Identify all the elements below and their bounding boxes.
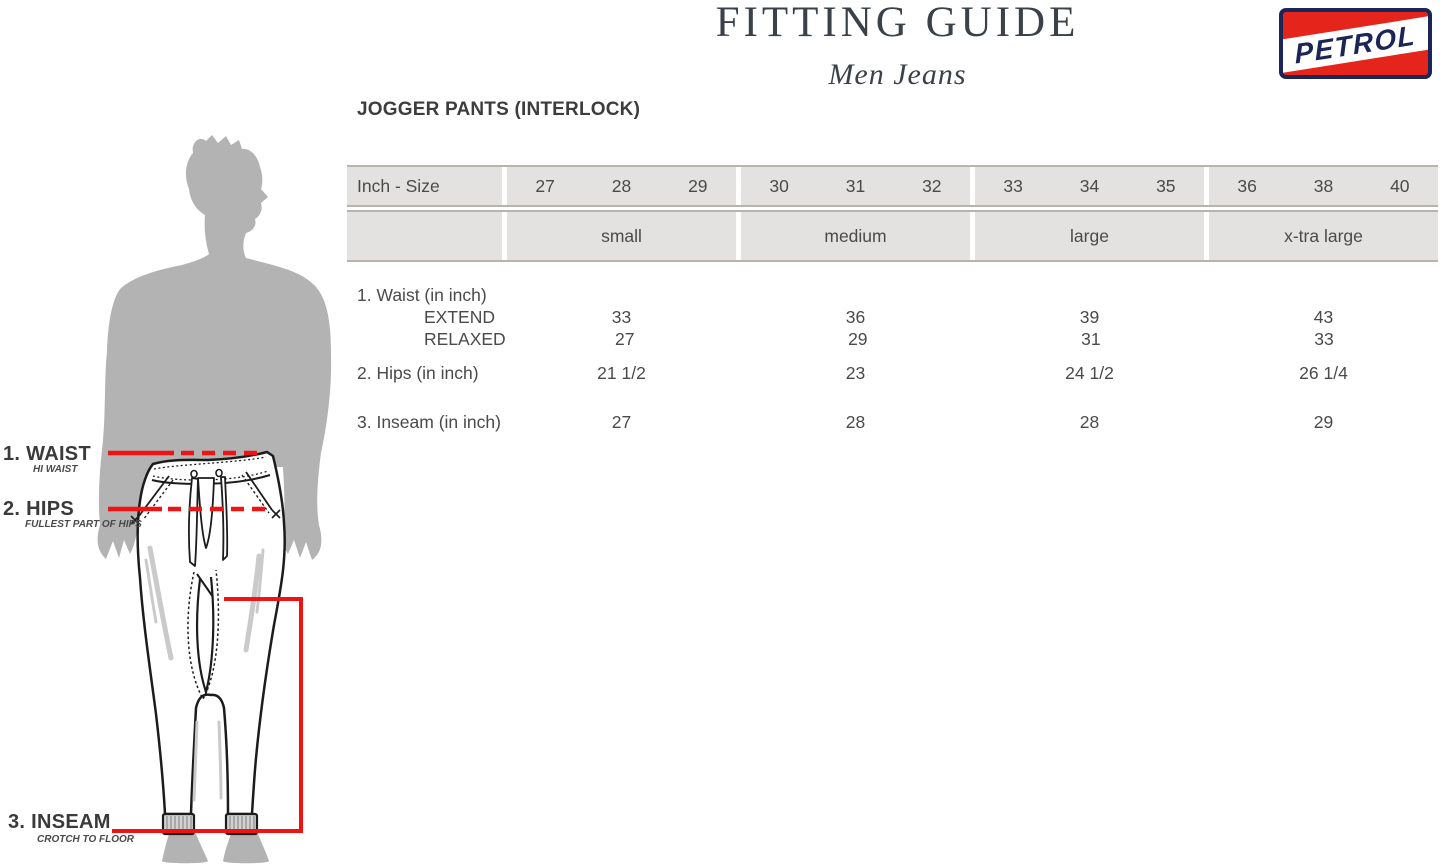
left-foot bbox=[162, 834, 208, 863]
page-title: FITTING GUIDE bbox=[715, 0, 1080, 46]
hips-medium: 23 bbox=[845, 363, 866, 383]
size-value: 36 bbox=[1237, 175, 1257, 196]
hips-xtra-large: 26 1/4 bbox=[1299, 363, 1348, 383]
size-value: 38 bbox=[1313, 175, 1334, 196]
fit-label-large: large bbox=[975, 212, 1204, 260]
size-value: 32 bbox=[922, 175, 942, 196]
size-header-row bbox=[347, 165, 1438, 207]
fit-label-medium: medium bbox=[741, 212, 970, 260]
size-value: 40 bbox=[1390, 175, 1410, 196]
inseam-large: 28 bbox=[1079, 412, 1100, 432]
inseam-annotation-sub: CROTCH TO FLOOR bbox=[37, 834, 135, 845]
right-foot bbox=[223, 834, 269, 863]
size-group-small bbox=[507, 167, 736, 205]
size-value: 31 bbox=[845, 175, 866, 196]
page-subtitle: Men Jeans bbox=[828, 58, 967, 91]
waist-relaxed-medium: 29 bbox=[848, 329, 868, 349]
size-value: 28 bbox=[611, 175, 632, 196]
waist-relaxed-large: 31 bbox=[1081, 329, 1101, 349]
waist-extend-medium: 36 bbox=[845, 307, 866, 327]
petrol-logo bbox=[1279, 8, 1432, 79]
size-value: 34 bbox=[1079, 175, 1100, 196]
size-group-large bbox=[975, 167, 1204, 205]
size-group-medium bbox=[741, 167, 970, 205]
waist-row-label bbox=[347, 285, 1438, 306]
fit-label-small: small bbox=[507, 212, 736, 260]
size-value: 27 bbox=[535, 175, 555, 196]
waist-annotation-sub: HI WAIST bbox=[33, 464, 78, 475]
waist-extend-label: EXTEND bbox=[424, 307, 495, 327]
size-value: 35 bbox=[1156, 175, 1176, 196]
waist-extend-xtra-large: 43 bbox=[1313, 307, 1334, 327]
petrol-logo-text: PETROL bbox=[1294, 18, 1417, 69]
hips-row-title: 2. Hips (in inch) bbox=[357, 363, 479, 383]
inseam-row-title: 3. Inseam (in inch) bbox=[357, 412, 501, 432]
hips-row bbox=[347, 362, 1438, 384]
size-value: 30 bbox=[769, 175, 789, 196]
waist-extend-small: 33 bbox=[611, 307, 632, 327]
fit-header-empty-cell bbox=[347, 212, 502, 260]
waist-relaxed-small: 27 bbox=[615, 329, 635, 349]
section-heading: JOGGER PANTS (INTERLOCK) bbox=[357, 99, 641, 120]
petrol-logo-stripe bbox=[1279, 14, 1432, 74]
measurement-figure bbox=[0, 0, 360, 864]
size-table bbox=[347, 165, 1438, 433]
inseam-small: 27 bbox=[611, 412, 632, 432]
size-group-xtra-large bbox=[1209, 167, 1438, 205]
waist-row-title: 1. Waist (in inch) bbox=[357, 285, 487, 305]
inseam-annotation: 3. INSEAM bbox=[8, 811, 111, 833]
waist-relaxed-label: RELAXED bbox=[424, 329, 506, 349]
hips-annotation-sub: FULLEST PART OF HIPS bbox=[25, 519, 142, 530]
size-value: 29 bbox=[688, 175, 708, 196]
size-header-label: Inch - Size bbox=[347, 167, 502, 205]
size-value: 33 bbox=[1003, 175, 1023, 196]
waist-relaxed-xtra-large: 33 bbox=[1314, 329, 1334, 349]
hips-large: 24 1/2 bbox=[1065, 363, 1114, 383]
hips-small: 21 1/2 bbox=[597, 363, 646, 383]
waist-relaxed-row bbox=[347, 328, 1438, 350]
inseam-row bbox=[347, 411, 1438, 433]
waist-annotation: 1. WAIST bbox=[3, 443, 91, 465]
inseam-medium: 28 bbox=[845, 412, 866, 432]
hips-annotation: 2. HIPS bbox=[3, 498, 75, 520]
waist-extend-large: 39 bbox=[1079, 307, 1100, 327]
waist-extend-row bbox=[347, 306, 1438, 328]
fit-label-xtra-large: x-tra large bbox=[1209, 212, 1438, 260]
inseam-xtra-large: 29 bbox=[1313, 412, 1334, 432]
fit-header-row bbox=[347, 210, 1438, 262]
